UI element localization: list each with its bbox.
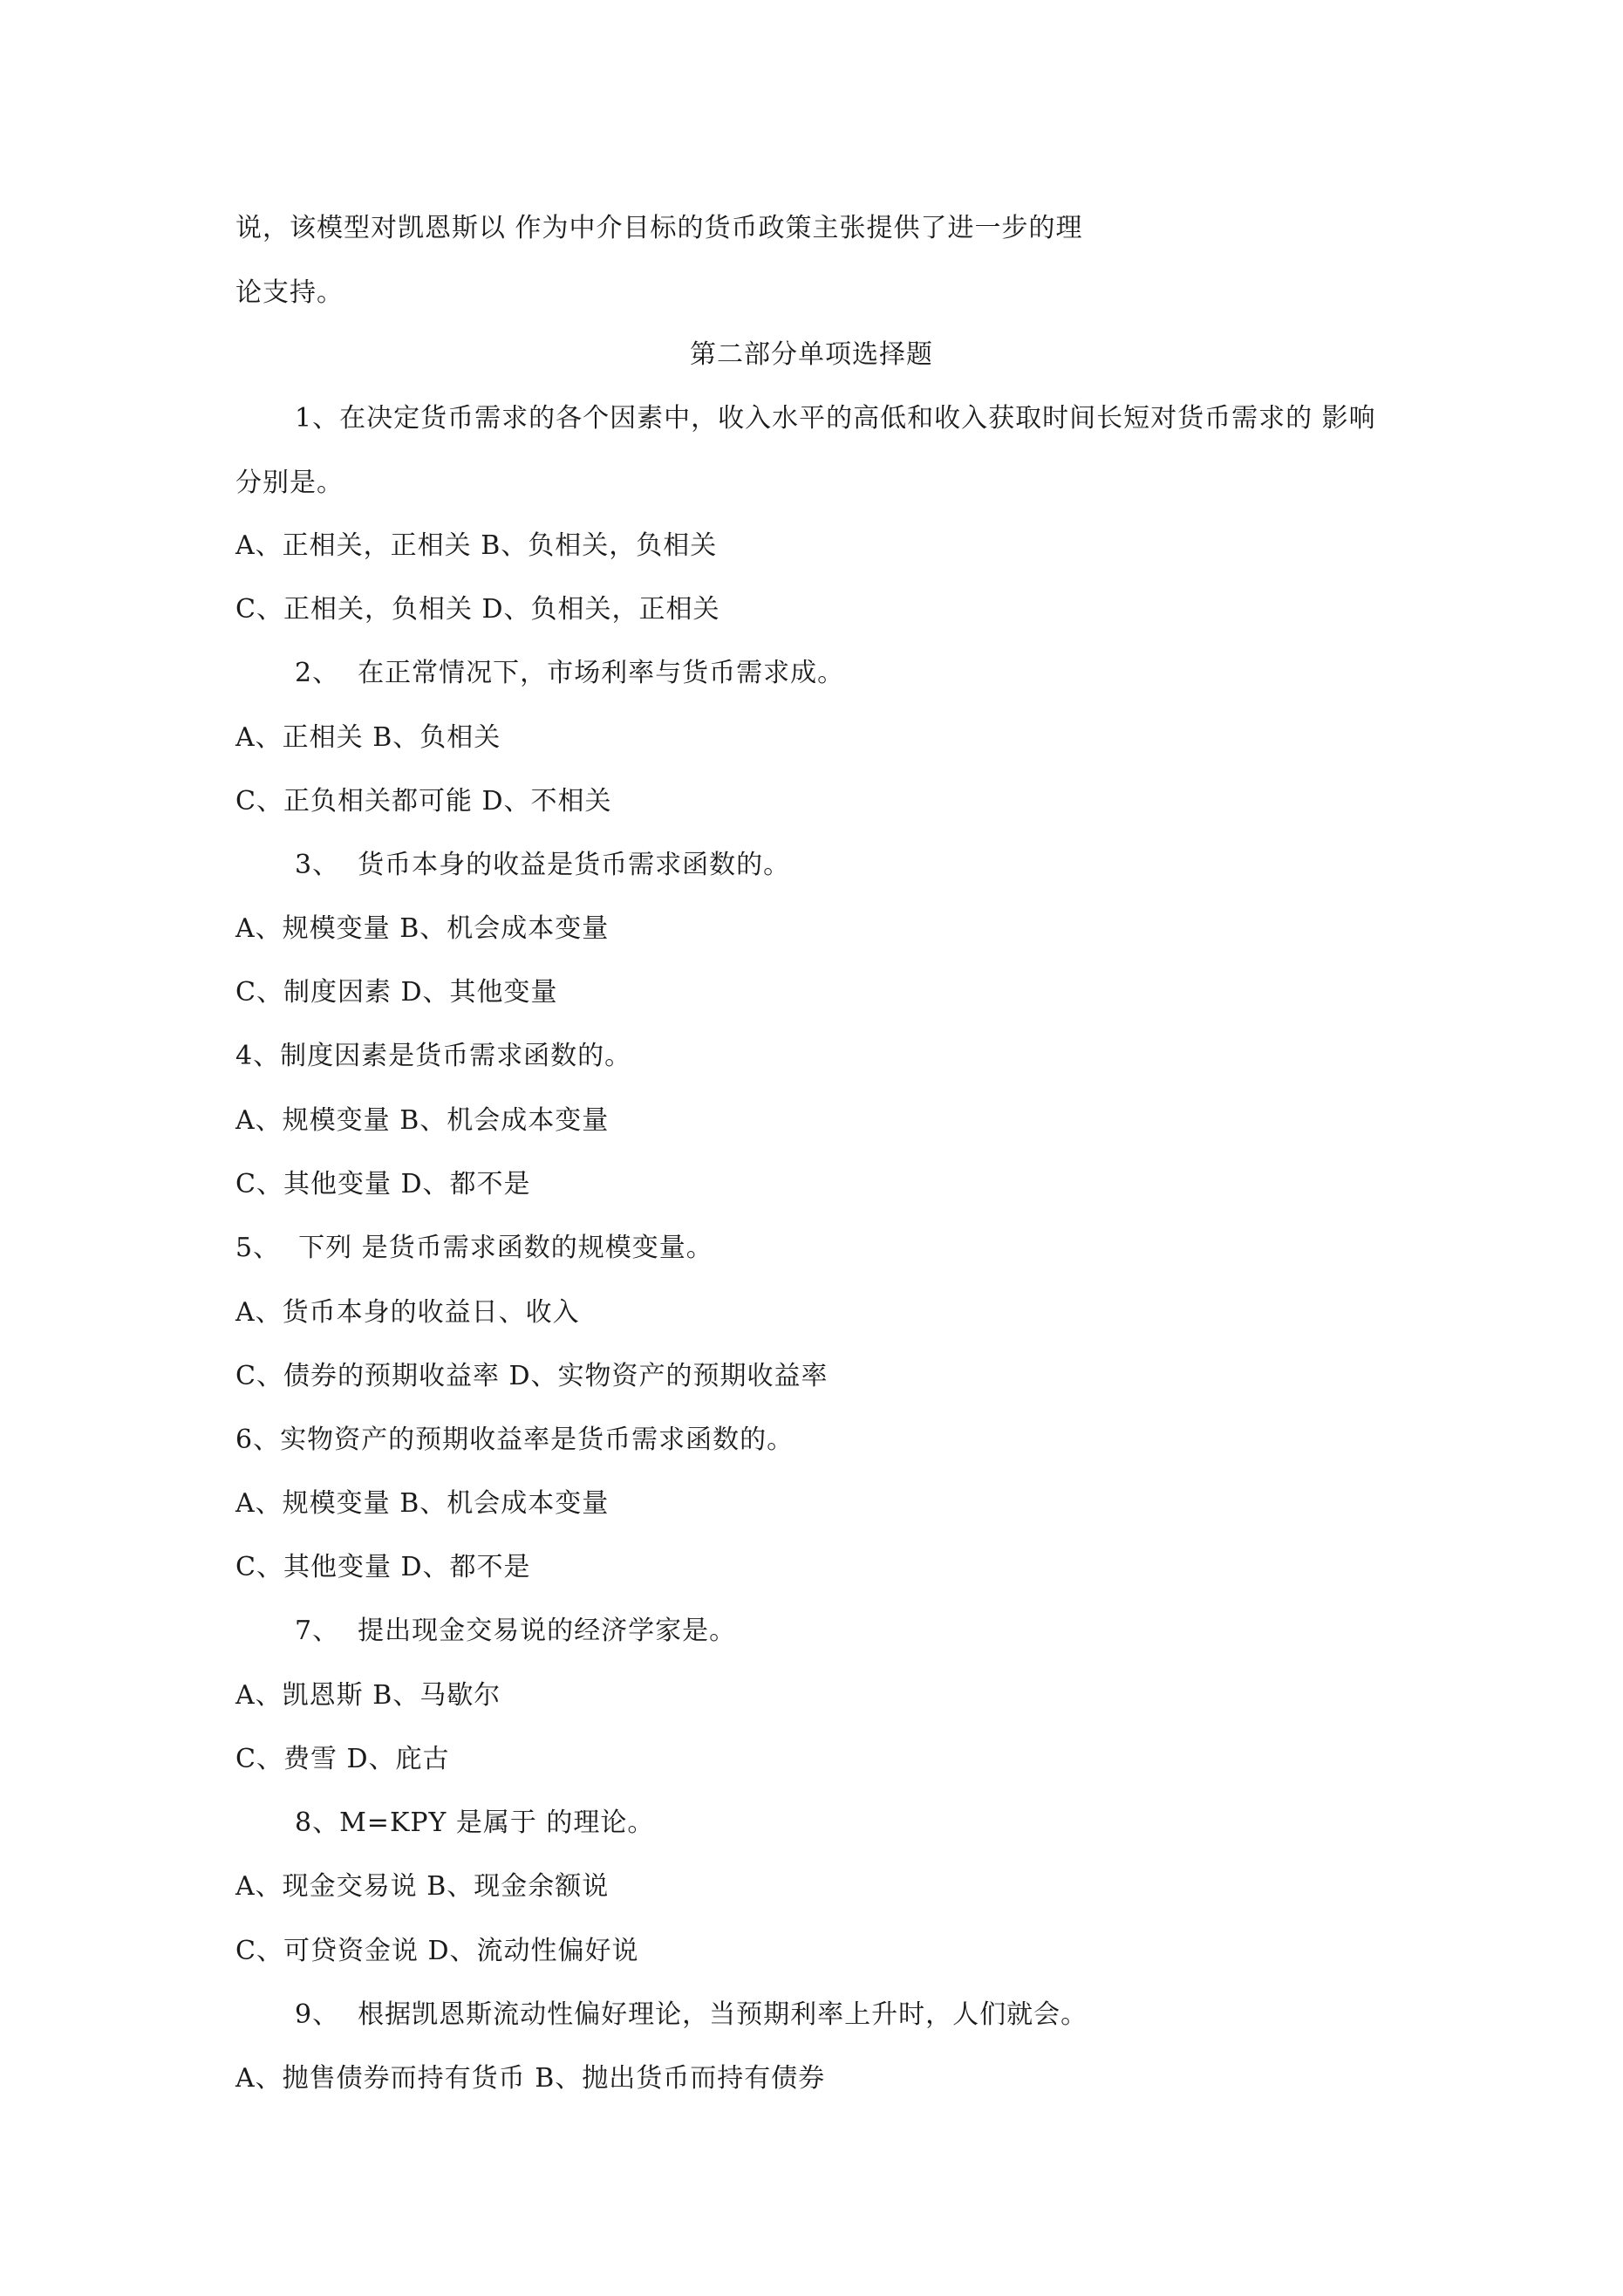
question-9-text: 9、 根据凯恩斯流动性偏好理论，当预期利率上升时，人们就会。 bbox=[295, 1999, 1088, 2030]
intro-line-2: 论支持。 bbox=[235, 277, 344, 308]
question-5-options-ab: A、货币本身的收益日、收入 bbox=[235, 1297, 580, 1328]
question-3-options-ab: A、规模变量 B、机会成本变量 bbox=[235, 913, 610, 944]
question-2-options-ab: A、正相关 B、负相关 bbox=[235, 722, 501, 753]
question-2-options-cd: C、正负相关都可能 D、不相关 bbox=[235, 786, 612, 817]
question-1-text: 1、在决定货币需求的各个因素中，收入水平的高低和收入获取时间长短对货币需求的 影响 bbox=[295, 403, 1376, 434]
question-9-options-ab: A、抛售债券而持有货币 B、抛出货币而持有债券 bbox=[235, 2063, 826, 2094]
question-5-text: 5、 下列 是货币需求函数的规模变量。 bbox=[235, 1233, 713, 1263]
question-8-options-cd: C、可贷资金说 D、流动性偏好说 bbox=[235, 1936, 639, 1966]
question-2-text: 2、 在正常情况下，市场利率与货币需求成。 bbox=[295, 658, 845, 688]
section-title: 第二部分单项选择题 bbox=[690, 339, 933, 370]
question-8-options-ab: A、现金交易说 B、现金余额说 bbox=[235, 1871, 610, 1902]
question-6-options-cd: C、其他变量 D、都不是 bbox=[235, 1552, 531, 1582]
question-4-options-cd: C、其他变量 D、都不是 bbox=[235, 1169, 531, 1199]
question-1-text-cont: 分别是。 bbox=[235, 468, 344, 498]
question-4-options-ab: A、规模变量 B、机会成本变量 bbox=[235, 1105, 610, 1136]
question-1-options-ab: A、正相关，正相关 B、负相关，负相关 bbox=[235, 530, 718, 561]
question-1-options-cd: C、正相关，负相关 D、负相关，正相关 bbox=[235, 594, 720, 625]
question-5-options-cd: C、债券的预期收益率 D、实物资产的预期收益率 bbox=[235, 1361, 829, 1391]
question-7-text: 7、 提出现金交易说的经济学家是。 bbox=[295, 1616, 737, 1646]
intro-line-1: 说，该模型对凯恩斯以 作为中介目标的货币政策主张提供了进一步的理 bbox=[235, 213, 1083, 243]
question-7-options-cd: C、费雪 D、庇古 bbox=[235, 1744, 450, 1774]
question-8-text: 8、M=KPY 是属于 的理论。 bbox=[295, 1807, 655, 1838]
question-6-text: 6、实物资产的预期收益率是货币需求函数的。 bbox=[235, 1425, 794, 1455]
question-7-options-ab: A、凯恩斯 B、马歇尔 bbox=[235, 1680, 501, 1711]
question-6-options-ab: A、规模变量 B、机会成本变量 bbox=[235, 1488, 610, 1519]
question-4-text: 4、制度因素是货币需求函数的。 bbox=[235, 1041, 632, 1071]
question-3-text: 3、 货币本身的收益是货币需求函数的。 bbox=[295, 850, 791, 880]
question-3-options-cd: C、制度因素 D、其他变量 bbox=[235, 977, 558, 1008]
